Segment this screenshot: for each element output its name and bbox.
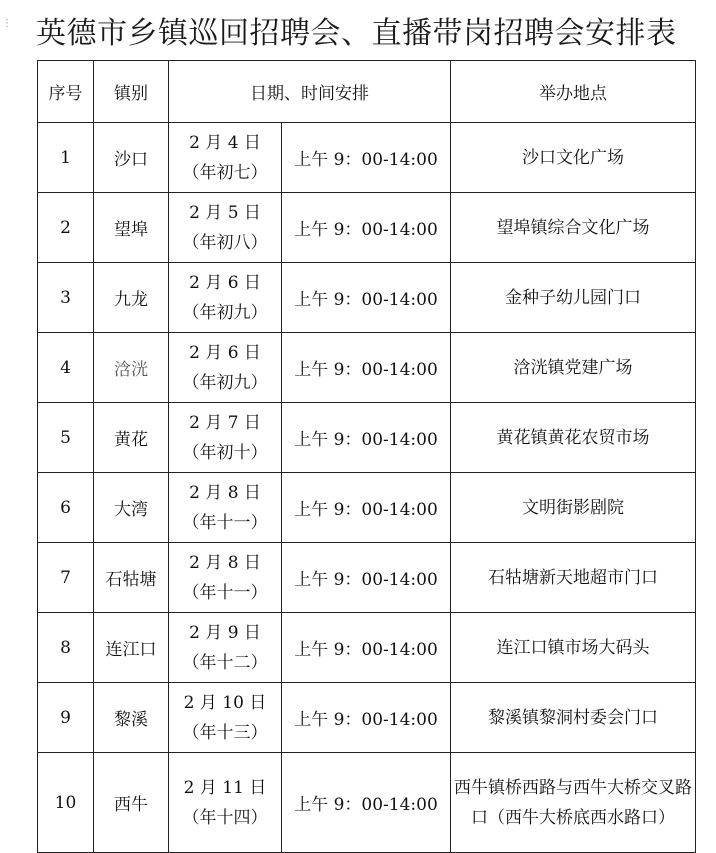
- date-text: 2 月 10 日: [183, 692, 267, 713]
- cell-no: 3: [38, 263, 94, 333]
- cell-no: 6: [38, 473, 94, 543]
- cell-no: 4: [38, 333, 94, 403]
- cell-town: 大湾: [94, 473, 169, 543]
- cell-no: 7: [38, 543, 94, 613]
- cell-time: 上午 9：00-14:00: [282, 543, 451, 613]
- table-row: [38, 123, 696, 193]
- drag-handle-icon[interactable]: ⋮: [2, 18, 12, 29]
- cell-time: 上午 9：00-14:00: [282, 753, 451, 853]
- cell-time: 上午 9：00-14:00: [282, 473, 451, 543]
- cell-no: 2: [38, 193, 94, 263]
- cell-town: 连江口: [94, 613, 169, 683]
- lunar-date-text: （年十三）: [182, 722, 268, 743]
- date-text: 2 月 6 日: [189, 342, 261, 363]
- lunar-date-text: （年十二）: [182, 652, 268, 673]
- table-row: [38, 683, 696, 753]
- cell-town: 石牯塘: [94, 543, 169, 613]
- lunar-date-text: （年初八）: [182, 232, 268, 253]
- table-row: [38, 333, 696, 403]
- cell-date: [169, 473, 282, 543]
- cell-town: 沙口: [94, 123, 169, 193]
- cell-no: 9: [38, 683, 94, 753]
- cell-place: 沙口文化广场: [451, 123, 696, 193]
- table-row: [38, 263, 696, 333]
- lunar-date-text: （年十四）: [182, 807, 268, 828]
- cell-town: 西牛: [94, 753, 169, 853]
- date-text: 2 月 8 日: [189, 482, 261, 503]
- lunar-date-text: （年初七）: [182, 162, 268, 183]
- cell-place: 文明街影剧院: [451, 473, 696, 543]
- cell-time: 上午 9：00-14:00: [282, 613, 451, 683]
- schedule-table: [37, 60, 696, 853]
- cell-time: 上午 9：00-14:00: [282, 263, 451, 333]
- date-text: 2 月 11 日: [183, 777, 267, 798]
- date-text: 2 月 6 日: [189, 272, 261, 293]
- cell-place: 金种子幼儿园门口: [451, 263, 696, 333]
- cell-place: 西牛镇桥西路与西牛大桥交叉路口（西牛大桥底西水路口）: [451, 753, 696, 853]
- cell-town: 望埠: [94, 193, 169, 263]
- lunar-date-text: （年十一）: [182, 512, 268, 533]
- cell-time: 上午 9：00-14:00: [282, 333, 451, 403]
- cell-date: [169, 613, 282, 683]
- table-row: [38, 753, 696, 853]
- date-text: 2 月 9 日: [189, 622, 261, 643]
- table-row: [38, 403, 696, 473]
- table-row: [38, 473, 696, 543]
- cell-place: 黄花镇黄花农贸市场: [451, 403, 696, 473]
- cell-time: 上午 9：00-14:00: [282, 683, 451, 753]
- cell-date: [169, 543, 282, 613]
- cell-date: [169, 263, 282, 333]
- table-header-row: [38, 61, 696, 123]
- cell-place: 连江口镇市场大码头: [451, 613, 696, 683]
- page-title: 英德市乡镇巡回招聘会、直播带岗招聘会安排表: [36, 16, 677, 51]
- date-text: 2 月 4 日: [189, 132, 261, 153]
- cell-date: [169, 683, 282, 753]
- cell-town: 黄花: [94, 403, 169, 473]
- cell-date: [169, 193, 282, 263]
- cell-no: 10: [38, 753, 94, 853]
- cell-date: [169, 403, 282, 473]
- cell-town: 黎溪: [94, 683, 169, 753]
- cell-no: 5: [38, 403, 94, 473]
- cell-time: 上午 9：00-14:00: [282, 193, 451, 263]
- cell-date: [169, 123, 282, 193]
- cell-place: 石牯塘新天地超市门口: [451, 543, 696, 613]
- cell-town: 九龙: [94, 263, 169, 333]
- lunar-date-text: （年初九）: [182, 302, 268, 323]
- cell-time: 上午 9：00-14:00: [282, 123, 451, 193]
- lunar-date-text: （年初十）: [182, 442, 268, 463]
- cell-no: 8: [38, 613, 94, 683]
- cell-date: [169, 753, 282, 853]
- cell-no: 1: [38, 123, 94, 193]
- header-no: 序号: [38, 61, 94, 123]
- table-row: [38, 193, 696, 263]
- cell-place: 浛洸镇党建广场: [451, 333, 696, 403]
- lunar-date-text: （年十一）: [182, 582, 268, 603]
- cell-date: [169, 333, 282, 403]
- table-row: [38, 613, 696, 683]
- header-town: 镇别: [94, 61, 169, 123]
- cell-place: 黎溪镇黎洞村委会门口: [451, 683, 696, 753]
- cell-place: 望埠镇综合文化广场: [451, 193, 696, 263]
- lunar-date-text: （年初九）: [182, 372, 268, 393]
- cell-time: 上午 9：00-14:00: [282, 403, 451, 473]
- header-datetime: 日期、时间安排: [169, 61, 451, 123]
- date-text: 2 月 8 日: [189, 552, 261, 573]
- cell-town: 浛洸: [94, 333, 169, 403]
- table-row: [38, 543, 696, 613]
- header-place: 举办地点: [451, 61, 696, 123]
- date-text: 2 月 5 日: [189, 202, 261, 223]
- date-text: 2 月 7 日: [189, 412, 261, 433]
